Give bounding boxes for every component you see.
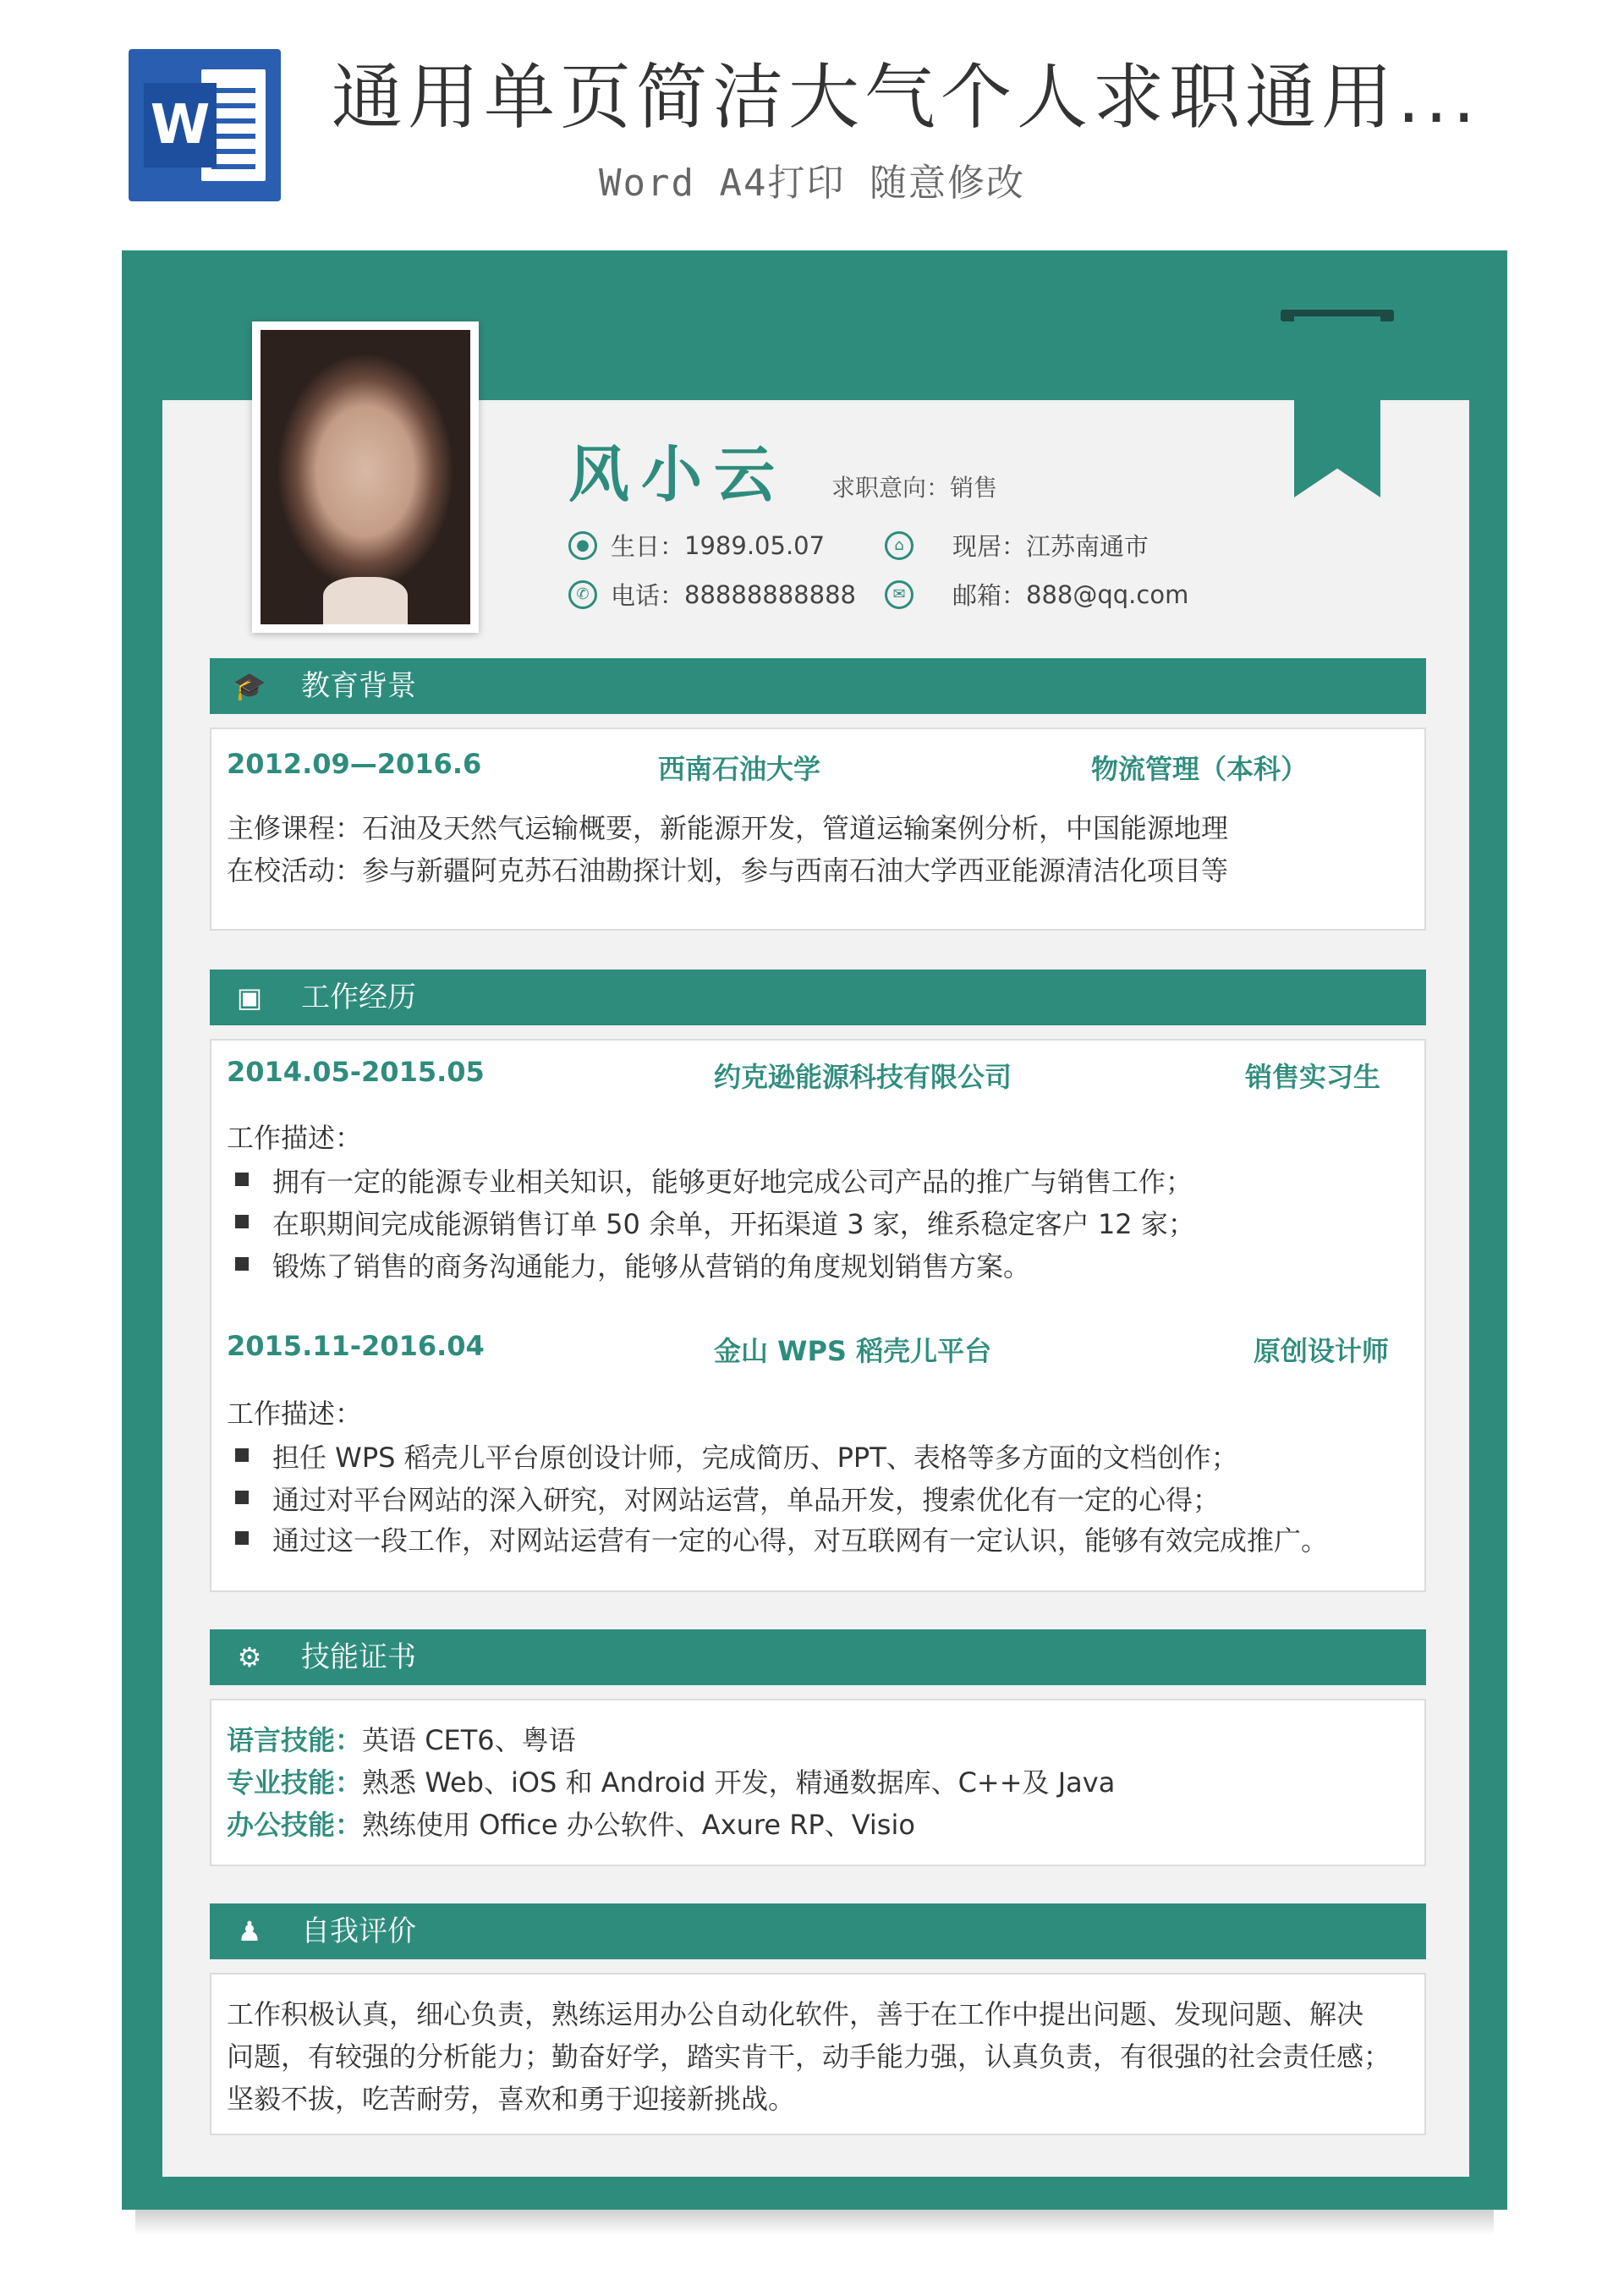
skill-item (227, 1804, 915, 1843)
skill-value: 熟悉 Web、iOS 和 Android 开发，精通数据库、C++及 Java (362, 1766, 1116, 1799)
skills-heading (210, 1629, 1426, 1685)
location-info (885, 528, 1149, 563)
graduation-cap-icon: 🎓 (233, 670, 266, 702)
person-circle-icon: ● (568, 531, 597, 560)
job-bullet: 担任 WPS 稻壳儿平台原创设计师，完成简历、PPT、表格等多方面的文档创作； (272, 1436, 1238, 1475)
self-eval-line: 坚毅不拔，吃苦耐劳，喜欢和勇于迎接新挑战。 (227, 2083, 796, 2115)
work-heading-text: 工作经历 (301, 980, 416, 1014)
job-bullet: 通过这一段工作，对网站运营有一定的心得，对互联网有一定认识，能够有效完成推广。 (272, 1519, 1328, 1558)
self-eval-line: 工作积极认真，细心负责，熟练运用办公自动化软件，善于在工作中提出问题、发现问题、解决 (227, 1998, 1364, 2030)
phone-icon: ✆ (568, 580, 597, 609)
candidate-name: 风小云 (568, 439, 787, 510)
education-line: 主修课程：石油及天然气运输概要，新能源开发，管道运输案例分析，中国能源地理 (227, 812, 1229, 844)
frame-shadow (135, 2210, 1494, 2235)
birth-info (568, 528, 825, 563)
self-eval-line: 问题，有较强的分析能力；勤奋好学，踏实肯干，动手能力强，认真负责，有很强的社会责任感； (227, 2041, 1391, 2073)
email-info (885, 577, 1188, 612)
job-period: 2015.11-2016.04 (227, 1330, 485, 1362)
job-role: 销售实习生 (1245, 1061, 1381, 1093)
skill-key: 办公技能： (227, 1809, 363, 1841)
document-title: 通用单页简洁大气个人求职通用... (332, 56, 1481, 139)
profile-photo-image (261, 330, 470, 624)
word-logo-letter: W (144, 83, 217, 168)
home-icon: ⌂ (885, 531, 914, 560)
education-period: 2012.09—2016.6 (227, 748, 482, 780)
education-heading-text: 教育背景 (301, 669, 416, 703)
gear-icon: ⚙ (237, 1641, 262, 1673)
job-desc-label: 工作描述： (227, 1122, 363, 1154)
skill-value: 熟练使用 Office 办公软件、Axure RP、Visio (362, 1809, 915, 1841)
education-heading (210, 658, 1426, 714)
phone-label: 电话： (611, 581, 685, 610)
job-intent: 求职意向：销售 (831, 474, 998, 502)
email-value: 888@qq.com (1026, 579, 1189, 609)
job-company: 金山 WPS 稻壳儿平台 (714, 1335, 992, 1367)
location-value: 江苏南通市 (1026, 532, 1149, 561)
skill-value: 英语 CET6、粤语 (362, 1724, 576, 1756)
person-icon: ♟ (237, 1915, 262, 1947)
self-eval-heading (210, 1903, 1426, 1959)
skill-item (227, 1719, 576, 1758)
skill-item (227, 1761, 1115, 1800)
birth-value: 1989.05.07 (684, 530, 826, 560)
job-bullet: 拥有一定的能源专业相关知识，能够更好地完成公司产品的推广与销售工作； (272, 1161, 1193, 1200)
email-label: 邮箱： (952, 581, 1027, 610)
education-major: 物流管理（本科） (1091, 753, 1309, 785)
job-bullet: 锻炼了销售的商务沟通能力，能够从营销的角度规划销售方案。 (272, 1245, 1030, 1284)
job-role: 原创设计师 (1254, 1335, 1390, 1367)
self-eval-heading-text: 自我评价 (301, 1914, 416, 1948)
work-heading (210, 969, 1426, 1025)
profile-photo (252, 321, 479, 633)
birth-label: 生日： (611, 532, 685, 561)
briefcase-icon: ▣ (236, 981, 263, 1013)
job-period: 2014.05-2015.05 (227, 1056, 485, 1088)
education-line: 在校活动：参与新疆阿克苏石油勘探计划，参与西南石油大学西亚能源清洁化项目等 (227, 854, 1229, 887)
location-label: 现居： (952, 532, 1027, 561)
phone-info (568, 577, 856, 612)
job-bullet: 通过对平台网站的深入研究，对网站运营，单品开发，搜索优化有一定的心得； (272, 1479, 1220, 1518)
skills-heading-text: 技能证书 (301, 1640, 416, 1674)
job-bullet: 在职期间完成能源销售订单 50 余单，开拓渠道 3 家，维系稳定客户 12 家； (272, 1203, 1195, 1242)
job-company: 约克逊能源科技有限公司 (714, 1061, 1012, 1093)
education-school: 西南石油大学 (658, 753, 821, 785)
mail-icon: ✉ (885, 580, 914, 609)
job-desc-label: 工作描述： (227, 1398, 363, 1430)
document-subtitle: Word A4打印 随意修改 (599, 162, 1025, 205)
skill-key: 专业技能： (227, 1766, 363, 1799)
phone-value: 88888888888 (684, 579, 856, 609)
skill-key: 语言技能： (227, 1724, 363, 1756)
